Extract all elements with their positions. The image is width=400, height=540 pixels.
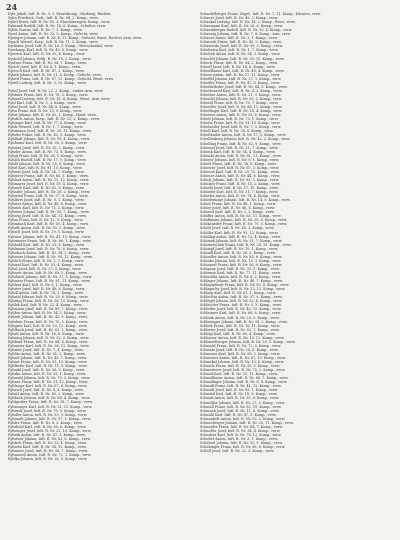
list-entry: Eypolt Wenzel, Korp., Inft. R. Nr. 11, 3. Komp., verw.: [8, 40, 99, 45]
list-entry: Eyhler Franz, Inft. R. Nr. 8, 3. Komp., verw.: [8, 420, 83, 425]
list-entry: Eyhrauer Josef, Inft. R. Nr. 36, 7. Komp., verw.: [8, 449, 88, 454]
right-column: [200, 12, 386, 534]
list-entry: Schimetschek Franz, Inft. R. Nr. 28, 10. Komp., verw.: [200, 242, 292, 247]
list-entry: Schebek Anton, Inft. R. Nr. 54, 3. Komp., verw.: [200, 52, 281, 57]
list-entry: Eyhbach Johann, Inft. R. Nr. 86, 4. Komp., verw.: [8, 396, 91, 401]
list-entry: Eyhster Anton, Inft. R. Nr. 46, 6. Komp., verw.: [8, 202, 88, 207]
list-entry: Eyrich Josef, Inft. R. Nr. 8, 1. Komp., verw.: [8, 64, 81, 69]
list-entry: Scheiner Anton, Inft. R. Nr. 35, 6. Komp., verw.: [200, 113, 282, 118]
list-entry: Eyhrek Johann, Inft. R. Nr. 43, 9. Komp., verw.: [8, 315, 88, 320]
list-entry: Schelander Josef, Inft. R. Nr. 7, 3. Komp., verw.: [200, 125, 282, 130]
list-entry: Schauer Anton, Inft. R. Nr. 3, 1. Komp., verw.: [200, 36, 278, 41]
list-entry: Eyhwanger Karl, Inft. R. Nr. 51, 11. Komp., verw.: [8, 404, 93, 409]
list-entry: Schlegel Johann, Inft. R. Nr. 82, 6. Komp., verw.: [200, 299, 283, 304]
left-column: [8, 12, 194, 534]
list-entry: Eyhm Franz, Inft. R. Nr. 12, 9. Komp., verw.: [8, 218, 84, 223]
list-entry: Eyhwal Josef, Inft. R. Nr. 24, 7. Komp., verw.: [8, 169, 85, 174]
list-entry: Schemel Josef, Inft. R. Nr. 11, 7. Komp., verw.: [200, 145, 279, 150]
list-entry: Eyerl Anton, Inft. R. Nr. 33, 9. Komp., Gefecht, verw.: [8, 32, 99, 37]
list-entry: Eyhmosch Anton, Inft. R. Nr. 72, 1. Komp., verw.: [8, 453, 92, 458]
list-entry: Schmidinger Johann, Inft. R. Nr. 6, 4. Komp., verw.: [200, 380, 288, 385]
list-entry: Schiefer Anton, Inft. R. Nr. 74, 4. Komp., verw.: [200, 194, 281, 199]
list-entry: Scheidl Franz, Inft. R. Nr. 76, 7. Komp., verw.: [200, 101, 279, 106]
list-entry: Eyhlitz Anton, Inft. R. Nr. 61, 2. Komp., verw.: [8, 351, 86, 356]
list-entry: Eyhrlich Anton, Korp., Inft. R. Nr. 31, 2. Komp., verw.: [8, 117, 100, 122]
list-entry: Scheer Anton, Inft. R. Nr. 17, 11. Komp., verw.: [200, 72, 281, 77]
list-entry: Eyhmuth Johann, Inft. R. Nr. 97, 1. Komp., verw.: [8, 416, 92, 421]
list-entry: Eyhbner Franz, Inft. R. Nr. 84, 6. Komp., verw.: [8, 339, 89, 344]
list-entry: Eyhmet Josef, Inft. R. Nr. 10, 2. Komp., verw.: [8, 145, 86, 150]
list-entry: Schiefermayr Johann, Inft. R. Nr. 14, 9. Komp., verw.: [200, 198, 291, 203]
list-entry: Schneeberger Johann, Inft. R. Nr. 20, 11. Komp., verw.: [200, 420, 294, 425]
list-entry: Eyhsch Josef, Inft. R. Nr. 19, 5. Komp., verw.: [8, 230, 85, 235]
list-entry: Eyhwind Franz, Inft. R. Nr. 57, 8. Komp., verw.: [8, 194, 89, 199]
list-entry: Scherzer Josef, Inft. R. Nr. 67, 3. Komp., verw.: [200, 165, 280, 170]
list-entry: Scheitz Franz, Inft. R. Nr. 91, 10. Komp., verw.: [200, 121, 281, 126]
list-entry: Schober Anton, Inft. R. Nr. 3, 1. Komp., verw.: [200, 436, 278, 441]
list-entry: Eyhrner Josef, Inft. R. Nr. 7, 4. Komp., verw.: [8, 347, 84, 352]
list-entry: Eyhrter Josef, Inft. R. Nr. 48, 8. Komp., verw.: [8, 287, 86, 292]
list-entry: Scheibelhofer Josef, Inft. R. Nr. 84, 5. Komp., verw.: [200, 84, 288, 89]
list-entry: Schlesinger Johann, Inft. R. Nr. 94, 2. Komp., verw.: [200, 319, 288, 324]
list-entry: Scherl Franz, Inft. R. Nr. 38, 6. Komp., verw.: [200, 161, 277, 166]
list-entry: Schell Karl, Inft. R. Nr. 28, 8. Komp., verw.: [200, 129, 274, 134]
list-entry: Schlierer Josef, Inft. R. Nr. 53, 7. Komp., verw.: [200, 327, 280, 332]
list-entry: Schlenk Anton, Inft. R. Nr. 29, 5. Komp., verw.: [200, 315, 280, 320]
list-entry: Eyhbold Karl, Inft. R. Nr. 23, 8. Komp., verw.: [8, 242, 85, 247]
list-entry: Schleicher Franz, Inft. R. Nr. 5, 3. Komp., verw.: [200, 303, 282, 308]
list-entry: Eyle Jakob, Inft. R. Nr. 9. 3. Ersatzkomp., Marburg, Rücken.: [8, 12, 112, 16]
text-columns: [8, 12, 386, 534]
list-entry: Schindler Anton, Inft. R. Nr. 85, 6. Komp., verw.: [200, 254, 283, 259]
list-entry: Schleinzer Karl, Inft. R. Nr. 68, 8. Komp., verw.: [200, 311, 282, 316]
list-entry: Eyrmann Josef, Inft. R. Nr. 16, 5. Komp., Oberschenkel, verw.: [8, 44, 114, 49]
list-entry: Schiffmann Johann, Inft. R. Nr. 25, 8. Komp., verw.: [200, 218, 288, 223]
list-entry: Schneider Franz, Inft. R. Nr. 64, 7. Komp., verw.: [200, 424, 284, 429]
list-entry: Eyhnbach Anton, Inft. R. Nr. 34, 3. Komp., verw.: [8, 250, 91, 255]
list-entry: Schlager Johann, Inft. R. Nr. 46, 7. Komp., verw.: [200, 279, 283, 284]
list-entry: Schaumberger Rudolf, Inft. R. Nr. 59, 4. Komp., verw.: [200, 28, 293, 33]
list-entry: Schlapschy Josef, Inft. R. Nr. 23, 12. Komp., verw.: [200, 287, 286, 292]
list-entry: Scheffer Franz, Inft. R. Nr. 47, 8. Komp., verw.: [200, 80, 281, 85]
list-entry: Eyhlbach Josef, Inft. R. Nr. 63, 1. Komp., verw.: [8, 327, 88, 332]
list-entry: Eyhdler Anton, Inft. R. Nr. 33, 9. Komp., verw.: [8, 412, 88, 417]
list-entry: Schinko Johann, Inft. R. Nr. 19, 3. Komp., verw.: [200, 258, 282, 263]
list-entry: Eyhwitz Karl, Inft. R. Nr. 54, 12. Komp., verw.: [8, 444, 87, 449]
list-entry: Eyhgner Karl, Inft. R. Nr. 29, 12. Komp., verw.: [8, 323, 88, 328]
list-entry: Schleifer Josef, Inft. R. Nr. 43, 10. Komp., verw.: [200, 307, 282, 312]
list-entry: Eyhnder Johann, Inft. R. Nr. 26, 2. Komp., verw.: [8, 190, 91, 195]
list-entry: Schiffer Anton, Inft. R. Nr. 63, 11. Komp., verw.: [200, 214, 282, 219]
list-entry: Schipany Josef, Inft. R. Nr. 33, 5. Komp., verw.: [200, 266, 280, 271]
list-entry: Schlosser Anton, Inft. R. Nr. 10, 12. Komp., verw.: [200, 335, 285, 340]
list-entry: Eyhlauf Anton, Inft. R. Nr. 13, 12. Komp., verw.: [8, 177, 90, 182]
list-entry: Schaurek Franz, Inft. R. Nr. 45, 9. Komp., verw.: [200, 40, 282, 45]
list-entry: Eyhmbl Josef, Inft. R. Nr. 56, 9. Komp., verw.: [8, 368, 85, 373]
list-entry: Eyhsel Johann, Inft. R. Nr. 45, 7. Komp., verw.: [8, 355, 87, 360]
list-entry: Eyhich Rudolf, Inft. R. Nr. 17, 9. Komp., verw.: [8, 157, 87, 162]
list-entry: Schnitzer Karl, Inft. R. Nr. 78, 12. Komp., verw.: [200, 432, 282, 437]
list-entry: Schmetterer Josef, Inft. R. Nr. 75, 2. Komp., verw.: [200, 368, 286, 373]
list-entry: Schmöller Johann, Inft. R. Nr. 27, 3. Komp., verw.: [200, 400, 286, 405]
list-entry: Eyhstl Anton, Inft. R. Nr. 40, 2. Komp., verw.: [8, 392, 85, 397]
list-entry: Eyhgl Franz, Inft. R. Nr. 36, 1. Komp., verw.: [8, 153, 84, 158]
list-entry: Eyhinger Karl, Inft. R. Nr. 77, 6. Komp., verw.: [8, 121, 87, 126]
list-entry: Schier Josef, Inft. R. Nr. 86, 6. Komp., verw.: [200, 206, 276, 211]
list-entry: Scheiber Anton, Inft. R. Nr. 21, 9. Komp., verw.: [200, 92, 282, 97]
list-entry: Schechtl Johann, Inft. R. Nr. 59, 10. Komp., verw.: [200, 56, 285, 61]
list-entry: Schöfl Josef, Inft. R. Nr. 22, 3. Komp., verw.: [200, 449, 275, 454]
list-entry: Eyhrbach Johann, Inft. R. Nr. 37, 5. Komp., verw.: [8, 275, 93, 279]
list-entry: Eyhel Josef, Inft. R. Nr. 22, 2. Komp., Linker Arm, verw.: [8, 88, 104, 93]
list-entry: Eyhdl Anton, Inft. R. Nr. 74, 3. Komp., verw.: [8, 291, 84, 296]
list-entry: Schnabl Karl, Inft. R. Nr. 47, 5. Komp., verw.: [200, 412, 277, 417]
list-entry: Eyttel Ludwig, Inft. R. Nr. 3, 10. Komp., verw.: [8, 80, 87, 85]
list-entry: Eyhmer Johann, Inft. R. Nr. 41, 10. Komp., verw.: [8, 234, 92, 239]
list-entry: Schimek Johann, Inft. R. Nr. 51, 7. Komp., verw.: [200, 238, 283, 243]
list-entry: Eyhmbach Karl, Inft. R. Nr. 50, 4. Komp., verw.: [8, 222, 89, 227]
list-entry: Eyhlmayr Karl, Inft. R. Nr. 67, 6. Komp., verw.: [8, 384, 88, 389]
list-entry: Schlick Franz, Inft. R. Nr. 16, 11. Komp., verw.: [200, 323, 281, 328]
list-entry: Eyhrka Anton, Inft. R. Nr. 35, 1. Komp., verw.: [8, 372, 87, 377]
list-entry: Eyhle Wenzel, Inft. R. Nr. 1, 7. Komp., verw.: [8, 125, 84, 130]
list-entry: Eyhrdt Anton, Inft. R. Nr. 85, 2. Komp., verw.: [8, 226, 86, 231]
list-entry: Schirmer Karl, Inft. R. Nr. 77, 11. Komp., verw.: [200, 271, 281, 275]
list-entry: Eyresch Karl, Inft. R. Nr. 47, 3. Komp., verw.: [8, 68, 85, 73]
list-entry: Schellander Anton, Inft. R. Nr. 17, 5. Komp., verw.: [200, 133, 287, 138]
list-entry: Eybla Gustav, Inft. R. Nr. 7, 1. Komp., verw.: [8, 28, 83, 33]
list-entry: Schmauss Karl, Inft. R. Nr. 58, 3. Komp., verw.: [200, 351, 281, 356]
list-entry: Eyhwig Josef, Inft. R. Nr. 64, 11. Komp., verw.: [8, 214, 87, 219]
list-entry: Schaumann Karl, Inft. R. Nr. 28, 6. Komp., verw.: [200, 24, 284, 29]
list-entry: Eyhbauer Karl, Inft. R. Nr. 28, 3. Komp., verw.: [8, 141, 88, 146]
list-entry: Schenkl Anton, Inft. R. Nr. 81, 11. Komp., verw.: [200, 153, 282, 158]
list-entry: Schnaubelt Anton, Inft. R. Nr. 92, 2. Komp., verw.: [200, 416, 286, 421]
list-entry: Eyhrsch Josef, Inft. R. Nr. 4, 8. Komp., verw.: [8, 388, 84, 393]
list-entry: Schikaneder Franz, Inft. R. Nr. 79, 5. Komp., verw.: [200, 222, 288, 227]
list-entry: Schick Johann, Inft. R. Nr. 93, 5. Komp., verw.: [200, 177, 280, 182]
list-entry: Schischka Anton, Inft. R. Nr. 8, 2. Komp., verw.: [200, 275, 282, 280]
list-entry: Schmuck Josef, Inft. R. Nr. 11, 8. Komp., verw.: [200, 408, 280, 413]
list-entry: Eyhrt Johann, Inft. R. Nr. 62, 1. Komp., Hand, verw.: [8, 113, 97, 118]
list-entry: Schöbinger Franz, Inft. R. Nr. 96, 6. Komp., verw.: [200, 445, 286, 450]
list-entry: Eyhsing Johann, Inft. R. Nr. 52, 3. Komp., verw.: [8, 335, 90, 340]
list-entry: Eyhlgruber Franz, Inft. R. Nr. 18, 7. Komp., verw.: [8, 400, 94, 405]
list-entry: Eystner Franz, Inft. R. Nr. 54, 7. Komp., verw.: [8, 60, 87, 65]
list-entry: Eyhlhofer Karl, Inft. R. Nr. 11, 5. Komp., verw.: [8, 364, 88, 369]
list-entry: Eyhlmann Josef, Inft. R. Nr. 78, 6. Komp., verw.: [8, 246, 90, 251]
list-entry: Eybek Johann, Inft. R. Nr. 21, 6. Komp., Gefecht, verw.: [8, 72, 102, 77]
list-entry: Schawerda Josef, Inft. R. Nr. 99, 5. Komp., verw.: [200, 44, 284, 49]
list-entry: Eyhn Franz, Inft. R. Nr. 15, 9. Komp., verw.: [8, 109, 83, 114]
list-entry: Zylin Friedrich, Gefr., Inft. R. Nr. 94, 2. Komp., verw.: [8, 16, 99, 21]
list-entry: Eyhmann Josef, Inft. R. Nr. 89, 7. Komp., verw.: [8, 307, 89, 312]
list-entry: Eyhmeier Karl, Inft. R. Nr. 38, 11. Komp., verw.: [8, 343, 90, 348]
list-entry: Scheifinger Karl, Inft. R. Nr. 14, 4. Komp., verw.: [200, 109, 283, 114]
list-entry: Schlechta Anton, Inft. R. Nr. 37, 9. Komp., verw.: [200, 295, 283, 300]
list-entry: Eyhstel Johann, Inft. R. Nr. 25, 6. Komp., verw.: [8, 295, 89, 300]
list-entry: Eyhrhold Karl, Inft. R. Nr. 65, 6. Komp., verw.: [8, 424, 87, 429]
list-entry: Schimpf Josef, Inft. R. Nr. 70, 1. Komp., verw.: [200, 246, 279, 251]
list-entry: Schöberl Johann, Inft. R. Nr. 52, 9. Komp., verw.: [200, 440, 283, 445]
list-entry: Schenk Karl, Inft. R. Nr. 54, 4. Komp., verw.: [200, 149, 276, 154]
list-entry: Schmidl Franz, Inft. R. Nr. 41, 12. Komp., verw.: [200, 384, 282, 389]
list-entry: Eyhsl Josef, Inft. R. Nr. 27, 9. Komp., verw.: [8, 266, 82, 271]
list-entry: Eyhrat Franz, Inft. R. Nr. 93, 10. Komp., verw.: [8, 359, 88, 364]
list-entry: Eyshold Johann, Feldj. B. Nr. 18, 2. Komp., verw.: [8, 56, 92, 61]
list-entry: Eyhrlein Franz, Inft. R. Nr. 70, 5. Komp., verw.: [8, 319, 89, 324]
list-entry: Eyringer Johann, Inft. R. Nr. 4, 11. Komp., Gefecht, Brust, Rechter Arm, verw.: [8, 36, 142, 41]
list-entry: Eyhwald Johann, Inft. R. Nr. 79, 3. Komp., verw.: [8, 376, 91, 381]
list-entry: Eybel Ernst, Inft. R. Nr. 80, 3. Maschinengew. Komp., verw.: [8, 20, 111, 25]
list-entry: Eyhrtner Johann, Inft. R. Nr. 83, 8. Komp., verw.: [8, 436, 91, 441]
list-entry: Eyhrens Johann, Inft. R. Nr. 30, 7. Komp., verw.: [8, 210, 90, 215]
list-entry: Eyhlich Franz, Inft. R. Nr. 2, 7. Komp., verw.: [8, 258, 85, 263]
list-entry: Schmidt Josef, Inft. R. Nr. 89, 1. Komp., verw.: [200, 388, 279, 393]
list-entry: Schmeiser Anton, Inft. R. Nr. 87, 10. Komp., verw.: [200, 355, 287, 360]
list-entry: Eyhlhaft Johann, Inft. R. Nr. 59, 4. Komp., verw.: [8, 137, 91, 142]
list-entry: Eystrich Karl, Inft. R. Nr. 35, 4. Komp., verw.: [8, 52, 86, 57]
list-entry: Eyhterer Franz, Inft. R. Nr. 68, 3. Komp., verw.: [8, 173, 89, 178]
list-entry: Schiller Karl, Inft. R. Nr. 95, 12. Komp., verw.: [200, 230, 279, 235]
list-entry: Eyhmel Ludwig, Inft. R. Nr. 18, 4. Komp., Brust, Arm, verw.: [8, 96, 111, 101]
list-entry: Schneller Josef, Inft. R. Nr. 34, 4. Komp., verw.: [200, 428, 281, 433]
list-entry: Schmied Karl, Inft. R. Nr. 18, 9. Komp., verw.: [200, 392, 278, 397]
list-entry: Eyhrich Karl, Inft. R. Nr. 71, 3. Komp., verw.: [8, 206, 85, 211]
list-entry: Schlüsselberger Johann, Inft. R. Nr. 39, 1. Komp., verw.: [200, 339, 296, 344]
list-entry: Schaufelberger Franz, Zugsf., Inft. R. Nr. 7, 11. Komp., Kärnten, verw.: [200, 12, 322, 16]
list-entry: Schild Josef, Inft. R. Nr. 40, 2. Komp., verw.: [200, 226, 275, 231]
list-entry: Schiessl Karl, Inft. R. Nr. 2, 3. Komp., verw.: [200, 210, 275, 215]
list-entry: Schaunig Johann, Inft. R. Nr. 7, 8. Komp., Arm, verw.: [200, 32, 291, 37]
list-entry: Eybelt Franz, Inft. R. Nr. 87, 12. Komp., Gefecht, Brust, verw.: [8, 76, 114, 81]
list-entry: Schebesta Karl, Inft. R. Nr. 1, 7. Komp., verw.: [200, 48, 279, 53]
list-entry: Schmelz Franz, Inft. R. Nr. 50, 5. Komp., verw.: [200, 364, 281, 369]
list-entry: Schlögl Karl, Inft. R. Nr. 80, 4. Komp., verw.: [200, 331, 276, 336]
list-entry: Eyhlner Karl, Inft. R. Nr. 6, 1. Komp., verw.: [8, 283, 83, 288]
list-entry: Eyhwurz Johann, Inft. R. Nr. 99, 12. Komp., verw.: [8, 254, 93, 259]
list-entry: Schieder Karl, Inft. R. Nr. 31, 7. Komp., verw.: [200, 190, 279, 195]
page-number: 24: [6, 2, 18, 12]
list-entry: Schmid Karl, Inft. R. Nr. 32, 11. Komp., verw.: [200, 372, 278, 377]
list-entry: Schedl Josef, Inft. R. Nr. 14, 6. Komp., verw.: [200, 64, 276, 69]
list-entry: Eyhsinger Josef, Inft. R. Nr. 22, 10. Komp., verw.: [8, 428, 92, 433]
list-entry: Schmirl Anton, Inft. R. Nr. 55, 6. Komp., verw.: [200, 396, 280, 401]
list-entry: Scheuer Anton, Inft. R. Nr. 44, 8. Komp., verw.: [200, 173, 281, 178]
list-entry: Eyhrmeier Franz, Inft. R. Nr. 66, 1. Komp., verw.: [8, 238, 92, 243]
list-entry: Schaukal Ludwig, Inft. R. Nr. 14, 2. Komp., Brust, verw.: [200, 20, 296, 25]
list-entry: Schmekal Johann, Inft. R. Nr. 13, 8. Komp., verw.: [200, 360, 285, 365]
list-entry: Eybanek Rudolf, Inft. R. Nr. 14, 6. Komp., Schulter, verw.: [8, 24, 107, 29]
list-entry: Eyhlsch Franz, Inft. R. Nr. 13, 4. Komp., verw.: [8, 440, 88, 445]
list-entry: Eyhrner Karl, Inft. R. Nr. 82, 5. Komp., verw.: [8, 185, 85, 190]
list-entry: Schiebl Josef, Inft. R. Nr. 57, 10. Komp., verw.: [200, 186, 279, 191]
list-entry: Eyhnik Anton, Inft. R. Nr. 47, 2. Komp., verw.: [8, 432, 86, 437]
list-entry: Schelling Franz, Inft. R. Nr. 62, 9. Komp., verw.: [200, 141, 282, 146]
list-entry: Scheit Johann, Inft. R. Nr. 73, 1. Komp., verw.: [200, 117, 279, 122]
list-entry: Scheidler Josef, Inft. R. Nr. 88, 12. Komp., verw.: [200, 105, 283, 110]
list-entry: Eyhber Anton, Inft. R. Nr. 14, 2. Komp., verw.: [8, 311, 87, 316]
list-entry: Schmalzl Franz, Inft. R. Nr. 72, 9. Komp., verw.: [200, 343, 282, 348]
list-entry: Eyhring Franz, Inft. R. Nr. 58, 10. Komp., verw.: [8, 299, 90, 304]
list-entry: Scheuch Karl, Inft. R. Nr. 20, 12. Komp., verw.: [200, 169, 280, 174]
list-entry: Eyhlka Johann, Inft. R. Nr. 26, 5. Komp., verw.: [8, 457, 88, 462]
list-entry: Eyhrmann Josef, Inft. R. Nr. 20, 11. Komp., verw.: [8, 129, 92, 134]
list-entry: Schindl Karl, Inft. R. Nr. 36, 9. Komp., verw.: [200, 250, 276, 255]
list-entry: Schlarp Karl, Inft. R. Nr. 61, 1. Komp., verw.: [200, 291, 277, 296]
list-entry: Schinnerl Franz, Inft. R. Nr. 56, 8. Komp., verw.: [200, 262, 283, 267]
list-entry: Schmoll Franz, Inft. R. Nr. 83, 10. Komp., verw.: [200, 404, 282, 409]
list-entry: Scheichl Johann, Inft. R. Nr. 59, 2. Komp., verw.: [200, 96, 283, 101]
list-entry: Eyerkamp Karl, Inft. R. Nr. 49, 8. Komp., verw.: [8, 48, 89, 53]
list-entry: Eyhrnek Josef, Inft. R. Nr. 75, 5. Komp., verw.: [8, 408, 87, 413]
list-entry: Eyhbner Franz, Inft. R. Nr. 76, 5. Komp., verw.: [8, 92, 89, 97]
list-entry: Scherer Johann, Inft. R. Nr. 9, 1. Komp., verw.: [200, 157, 280, 162]
list-entry: Schedlbauer Karl, Inft. R. Nr. 49, 4. Komp., verw.: [200, 68, 285, 73]
list-entry: Schauer Josef, Inft. R. Nr. 49, 3. Komp., verw.: [200, 16, 279, 21]
list-entry: Eyhner Franz, Inft. R. Nr. 21, 12. Komp., verw.: [8, 380, 89, 385]
list-entry: Eyhlek Karl, Inft. R. Nr. 32, 4. Komp., verw.: [8, 303, 83, 308]
list-entry: Eyhrler Anton, Inft. R. Nr. 73, 8. Komp., verw.: [8, 149, 87, 154]
list-entry: Scheibenreif Karl, Inft. R. Nr. 4, 3. Komp., verw.: [200, 88, 283, 93]
list-entry: Scheffel Johann, Inft. R. Nr. 27, 1. Komp., verw.: [200, 76, 282, 81]
list-entry: Eyhwarz Franz, Inft. R. Nr. 81, 11. Komp., verw.: [8, 279, 91, 284]
list-entry: Eyhrl Karl, Inft. R. Nr. 91, 10. Komp., verw.: [8, 165, 83, 170]
list-entry: Eyhnert Anton, Inft. R. Nr. 60, 2. Komp., verw.: [8, 270, 88, 275]
list-entry: Eyhmel Karl, Inft. R. Nr. 53, 4. Komp., verw.: [8, 262, 84, 267]
list-entry: Eyhmayer Josef, Inft. R. Nr. 39, 4. Komp., verw.: [8, 181, 90, 186]
list-entry: Schmidbauer Anton, Inft. R. Nr. 66, 7. Komp., verw.: [200, 376, 289, 381]
list-entry: Schiel Franz, Inft. R. Nr. 48, 1. Komp., verw.: [200, 202, 277, 207]
list-entry: Eyhl Karl, Inft. R. Nr. 5, 3. Komp., verw.: [8, 100, 77, 105]
list-entry: Eyhsler Franz, Inft. R. Nr. 42, 5. Komp., verw.: [8, 133, 87, 138]
list-entry: Schellenberg Johann, Inft. R. Nr. 42, 2. Komp., verw.: [200, 137, 291, 142]
list-entry: Schlagintweit Franz, Inft. R. Nr. 90, 4. Komp., verw.: [200, 283, 290, 288]
list-entry: Scheck Franz, Inft. R. Nr. 84, 2. Komp., verw.: [200, 60, 278, 65]
list-entry: Schilling Anton, Inft. R. Nr. 12, 4. Komp., verw.: [200, 234, 281, 239]
list-entry: Eyhlbert Josef, Inft. R. Nr. 9, 1. Komp., verw.: [8, 198, 85, 203]
list-entry: Eyhbl Johann, Inft. R. Nr. 55, 6. Komp., verw.: [8, 161, 86, 166]
list-entry: Eyhal Josef, Inft. R. Nr. 44, 8. Komp., verw.: [8, 105, 82, 110]
list-entry: Schmatz Josef, Inft. R. Nr. 24, 6. Komp., verw.: [200, 347, 279, 352]
list-entry: Schicker Franz, Inft. R. Nr. 15, 2. Komp., verw.: [200, 181, 281, 186]
list-entry: Eyhrtl Anton, Inft. R. Nr. 16, 8. Komp., verw.: [8, 331, 85, 336]
